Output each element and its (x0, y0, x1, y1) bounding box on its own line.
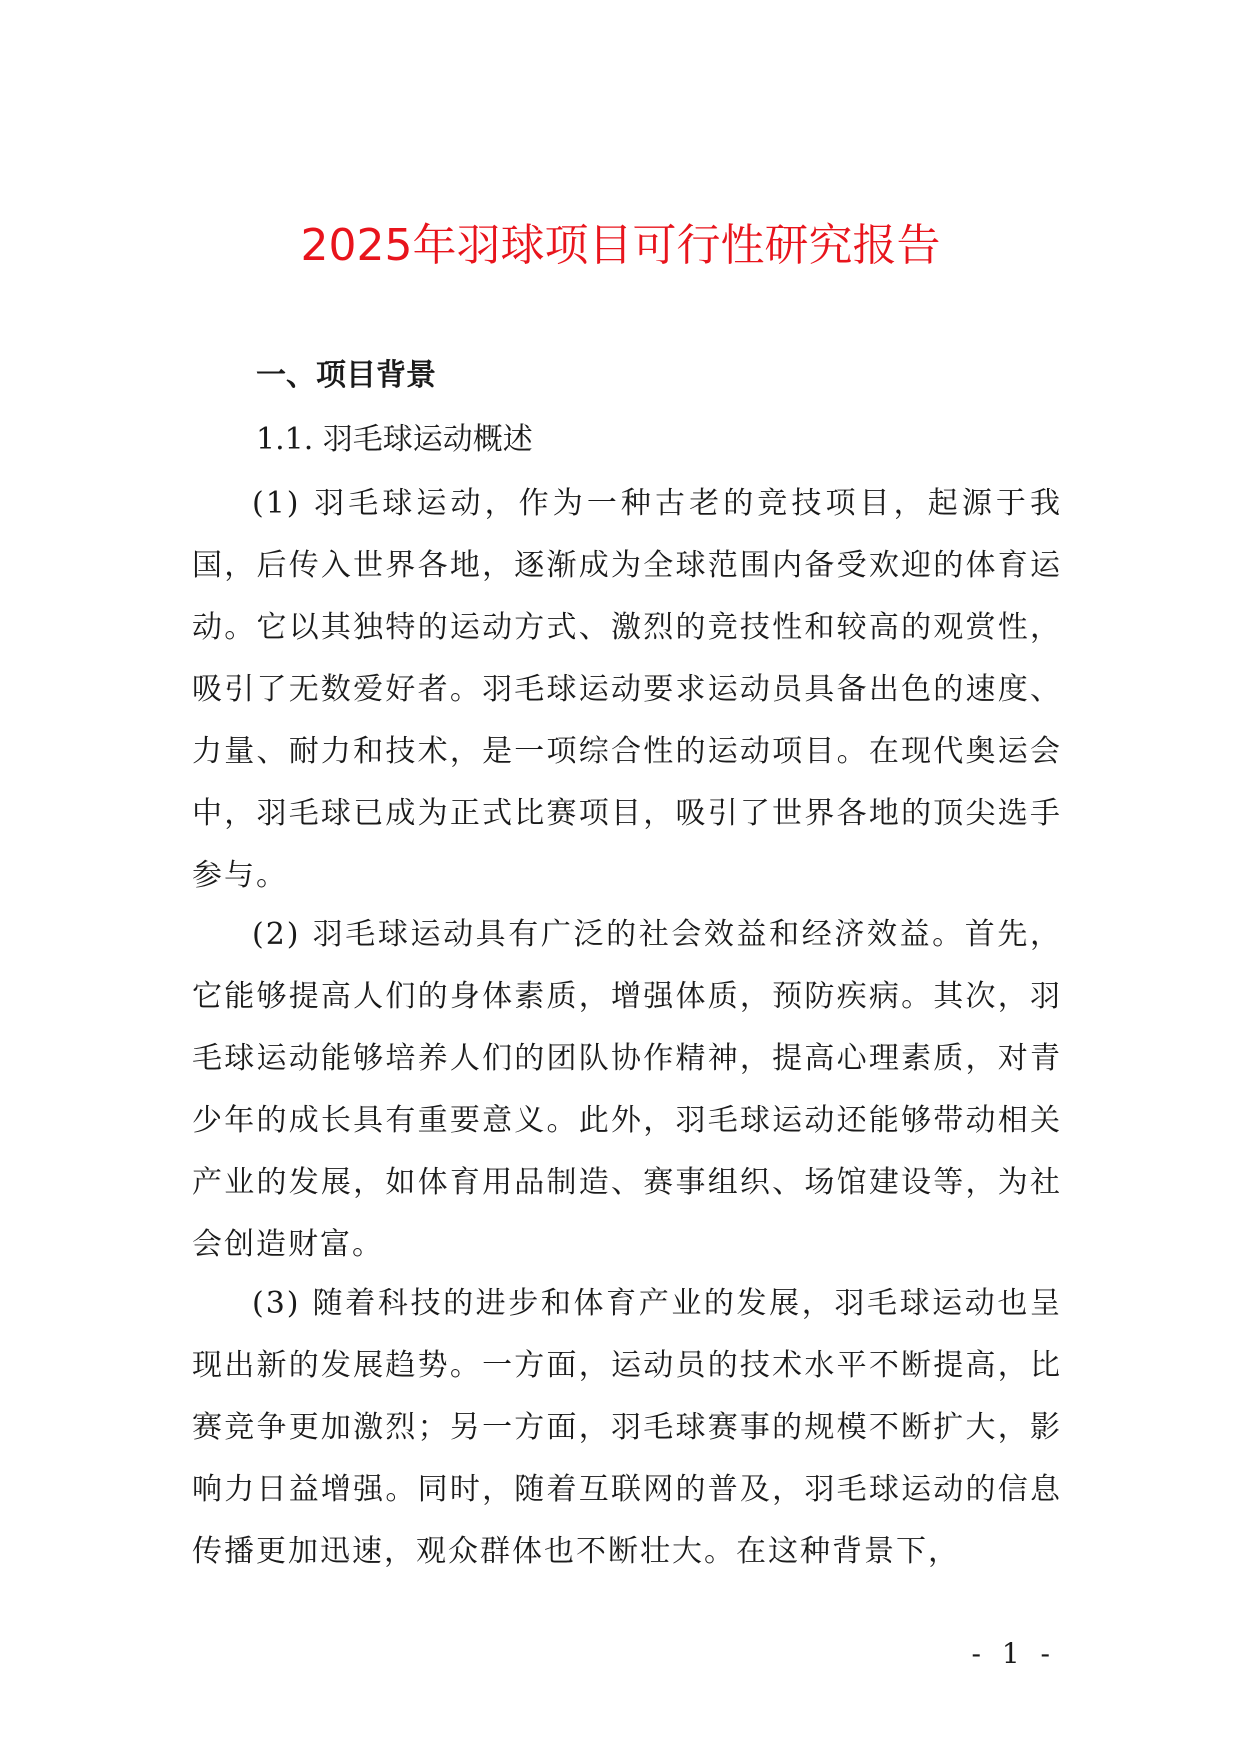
document-title: 2025年羽球项目可行性研究报告 (300, 220, 941, 271)
paragraph-3: (3) 随着科技的进步和体育产业的发展，羽毛球运动也呈现出新的发展趋势。一方面，运动员的技术水平不断提高，比赛竞争更加激烈；另一方面，羽毛球赛事的规模不断扩大，影响力日益增强。同时，随着互联网的普及，羽毛球运动的信息传播更加迅速，观众群体也不断壮大。在这种背景下， (192, 1286, 1062, 1569)
page-number: - 1 - (971, 1637, 1056, 1670)
subsection-heading: 1.1. 羽毛球运动概述 (256, 422, 533, 457)
paragraph-2: (2) 羽毛球运动具有广泛的社会效益和经济效益。首先，它能够提高人们的身体素质，增强体质，预防疾病。其次，羽毛球运动能够培养人们的团队协作精神，提高心理素质，对青少年的成长具有重要意义。此外，羽毛球运动还能够带动相关产业的发展，如体育用品制造、赛事组织、场馆建设等，为社会创造财富。 (192, 917, 1062, 1262)
section-heading: 一、项目背景 (256, 358, 436, 393)
paragraph-1: (1) 羽毛球运动，作为一种古老的竞技项目，起源于我国，后传入世界各地，逐渐成为全球范围内备受欢迎的体育运动。它以其独特的运动方式、激烈的竞技性和较高的观赏性，吸引了无数爱好者。羽毛球运动要求运动员具备出色的速度、力量、耐力和技术，是一项综合性的运动项目。在现代奥运会中，羽毛球已成为正式比赛项目，吸引了世界各地的顶尖选手参与。 (192, 486, 1062, 893)
